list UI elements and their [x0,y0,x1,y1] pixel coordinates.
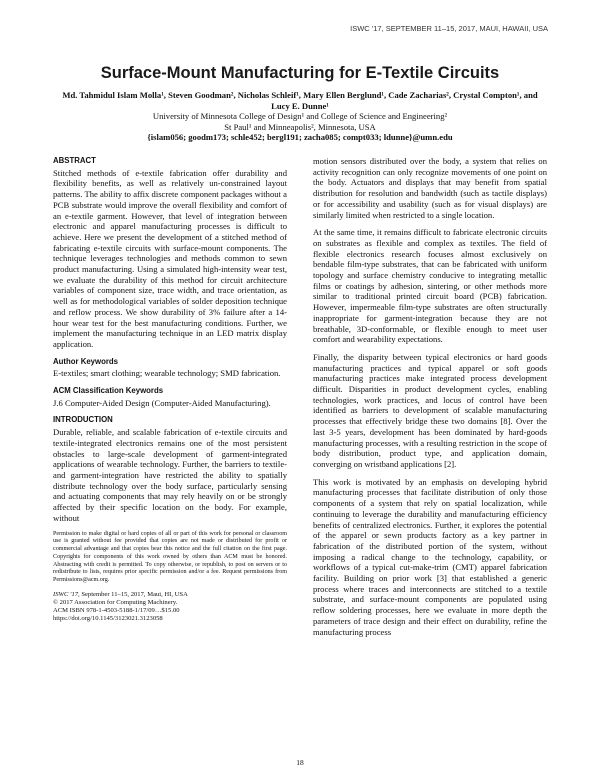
publication-info [53,591,287,623]
paper-title: Surface-Mount Manufacturing for E-Textile Circuits [100,64,500,82]
copyright-line: © 2017 Association for Computing Machinery. [53,599,178,607]
introduction-heading: INTRODUCTION [53,415,113,425]
affiliation-line-2: St Paul¹ and Minneapolis², Minnesota, USA [224,121,376,132]
doi-line: https://doi.org/10.1145/3123021.3123058 [53,615,163,623]
body-paragraph: Finally, the disparity between typical electronics or hard goods manufacturing practices and typical apparel or soft goods manufacturing practices make integrated process development difficult. Disparities in product development cycles, enabling technologies, work practices, and locus of control have been identified as barriers to development of scalable manufacturing processes that effectively bridge these two domains [8]. Over the last 3-5 years, development has been dominated by hard-goods manufacturing processes, with a resulting restriction in the scope of body distribution, product type, and application domain, converging on wristband applications [2]. [313,351,547,469]
permission-notice: Permission to make digital or hard copies of all or part of this work for personal or classroom use is granted without fee provided that copies are not made or distributed for profit or commercial advantage and that copies bear this notice and the full citation on the first page. Copyrights for components of this work owned by others than ACM must be honored. Abstracting with credit is permitted. To copy otherwise, or republish, to post on servers or to redistribute to lists, requires prior specific permission and/or a fee. Request permissions from Permissions@acm.org. [53,530,287,584]
author-emails: {islam056; goodm173; schle452; bergl191; zacha085; compt033; ldunne}@umn.edu [147,132,453,143]
page-number: 18 [296,758,304,767]
author-block [60,90,540,143]
body-paragraph: motion sensors distributed over the body, a system that relies on activity recognition can only recognize movements of one point on the body. Actuators and displays that may benefit from spatial distribution for resolution and bandwidth (such as tactile displays) or for accessibility and usability (such as for visual displays) are similarly limited when restricted to a single location. [313,156,547,220]
acm-text: J.6 Computer-Aided Design (Computer-Aided Manufacturing). [53,397,271,408]
acm-heading: ACM Classification Keywords [53,386,164,396]
running-head: ISWC '17, SEPTEMBER 11–15, 2017, MAUI, HAWAII, USA [350,24,548,33]
abstract-text: Stitched methods of e-textile fabrication offer durability and flexibility benefits, as well as relatively un-constrained layout patterns. The ability to affix discrete component packages without a PCB substrate would improve the overall flexibility and comfort of an e-textile garment. However, that level of integration between electronic and apparel manufacturing processes is difficult to achieve. Here we present the development of a stitched method of fabricating e-textile circuits with surface-mount components. The technique leverages technologies and methods common to sewn product manufacturing. Using a simulated high-intensity wear test, we evaluate the durability of this method for circuit architecture variables of component size, trace width, and trace orientation, as well as for methodological variables of solder deposition technique and reflow process. We show durability of 3% failure after a 14-hour wear test for the best manufacturing conditions. Further, we implement the manufacturing technique in an LED matrix display application. [53,167,287,349]
affiliation-line-1: University of Minnesota College of Design¹ and College of Science and Engineering² [152,111,448,122]
keywords-text: E-textiles; smart clothing; wearable technology; SMD fabrication. [53,368,281,379]
right-column [313,156,547,644]
venue-name: ISWC '17, [53,591,80,599]
isbn-line: ACM ISBN 978-1-4503-5188-1/17/09…$15.00 [53,607,180,615]
body-paragraph: At the same time, it remains difficult to fabricate electronic circuits on substrates as flexible and complex as textiles. The field of flexible electronics research focuses almost exclusively on bendable film-type substrates, that can be fabricated with uniform topology and surface chemistry conducive to integrating metallic films or coatings by adhesion, sintering, or other methods more similar to traditional printed circuit board (PCB) fabrication. However, impermeable film-type substrates are often structurally inappropriate for garment-integration because they are not breathable, 3D-conformable, or flexible enough to meet user comfort and wearability expectations. [313,227,547,345]
venue-dates: September 11–15, 2017, Maui, HI, USA [79,591,188,599]
keywords-heading: Author Keywords [53,356,118,366]
venue-line [53,591,287,599]
introduction-text: Durable, reliable, and scalable fabrication of e-textile circuits and textile-integrated electronics remains one of the most persistent obstacles to large-scale development of garment-integrated applications of wearable technology. Further, the barriers to textile- and garment-integration have restricted the ability to spatially distribute technology over the body surface, particularly sensing and actuating components that may rely heavily on or be strongly affected by their specific location on the body. For example, without [53,427,287,523]
abstract-heading: ABSTRACT [53,156,96,165]
body-paragraph: This work is motivated by an emphasis on developing hybrid manufacturing processes that facilitate distribution of only those components of a system that rely on spatial localization, while continuing to leverage the durability and manufacturing efficiency benefits of centralized electronics. Further, it explores the potential of the apparel or sewn products factory as a key partner in fabrication of the distributed portion of the system, without imposing a radical change to the technology, capability, or workflows of a typical cut-make-trim (CMT) apparel fabrication facility. Building on prior work [3] that established a generic process where traces and interconnects are stitched to a textile substrate, and surface-mount components are populated using reflow soldering processes, here we evaluate in more depth the parameters of trace design and their effect on durability, refine the manufacturing process [313,476,547,637]
author-names: Md. Tahmidul Islam Molla¹, Steven Goodman², Nicholas Schleif¹, Mary Ellen Berglund¹, Cade Zacharias², Crystal Compton¹, and Lucy E. Dunne¹ [62,90,538,111]
left-column [53,156,287,623]
